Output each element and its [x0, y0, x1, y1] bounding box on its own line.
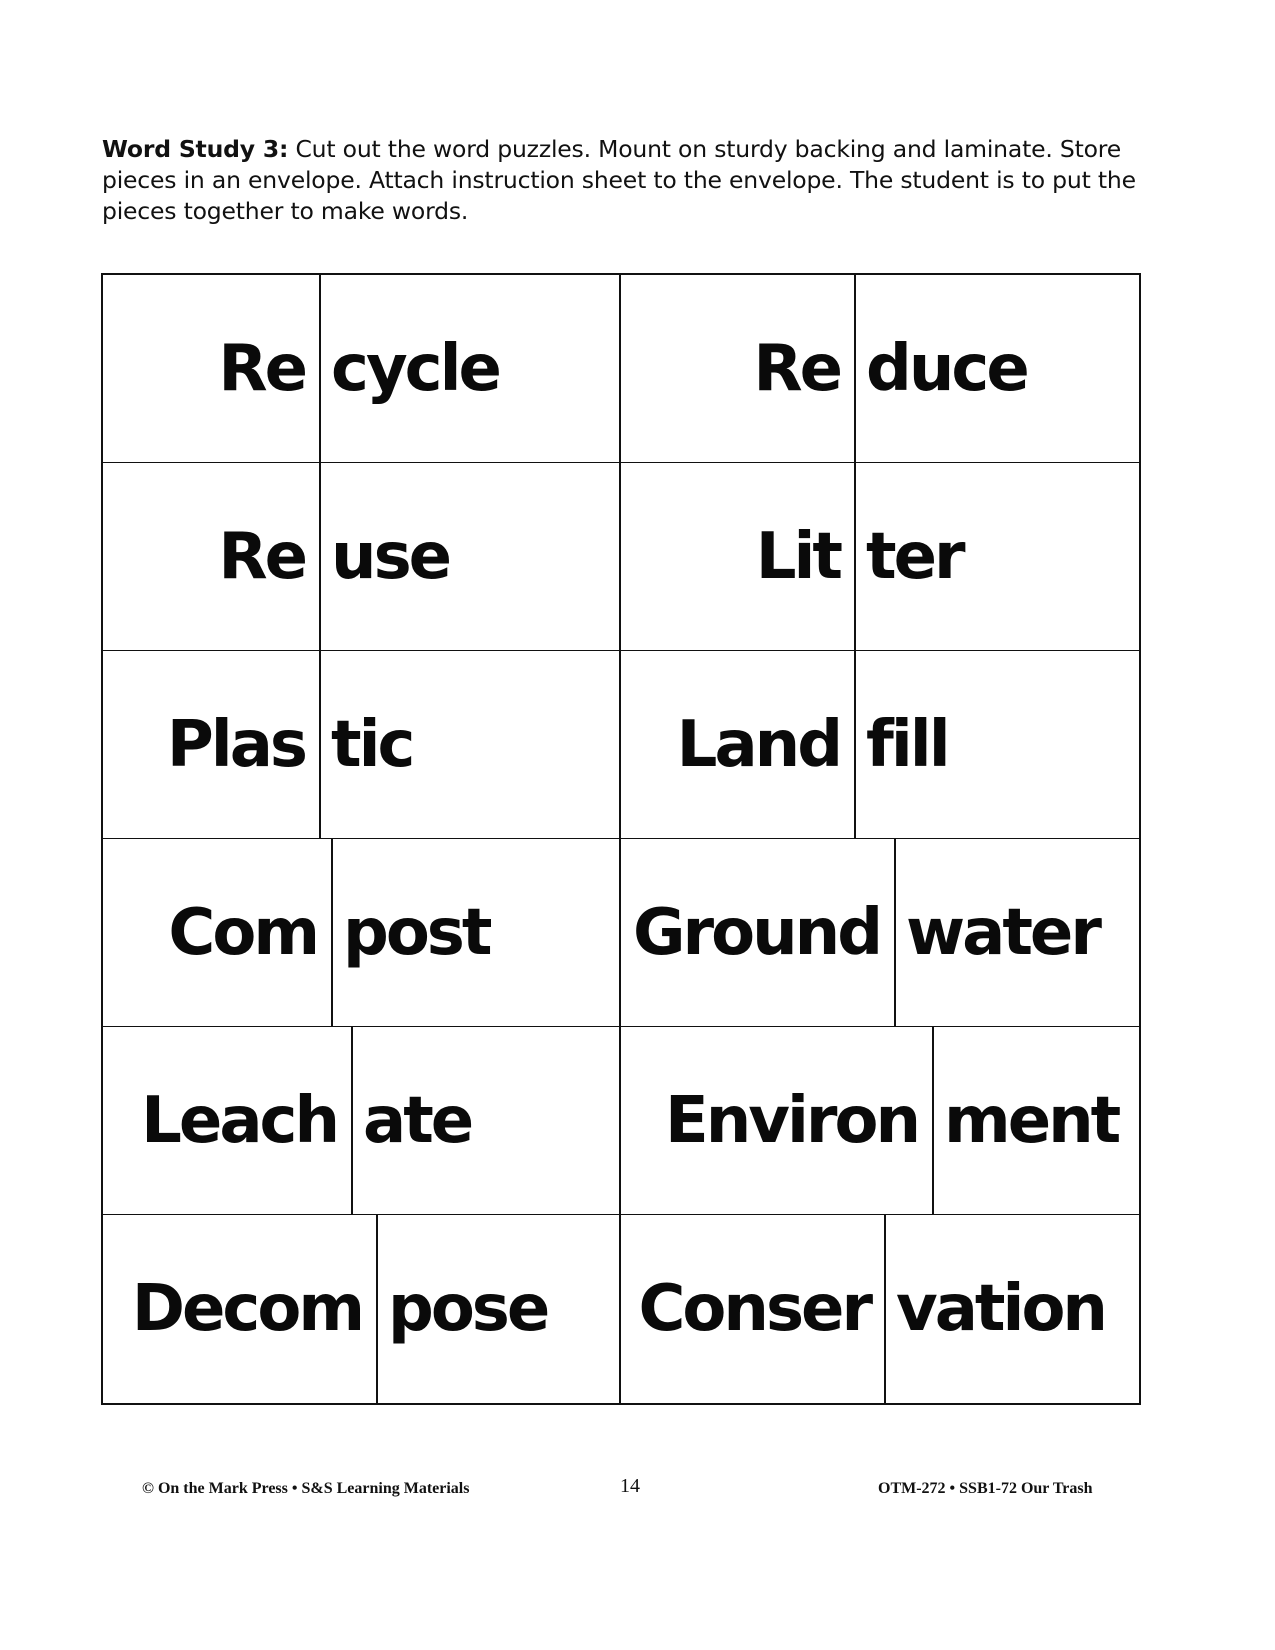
- puzzle-piece-second: cycle: [331, 331, 499, 406]
- puzzle-cell: [103, 839, 621, 1027]
- puzzle-piece-second: duce: [866, 331, 1027, 406]
- puzzle-cell: [621, 839, 1139, 1027]
- puzzle-piece-second: water: [906, 895, 1099, 970]
- puzzle-piece-first: Conser: [621, 1215, 886, 1403]
- puzzle-piece-first: Com: [103, 839, 333, 1026]
- puzzle-piece-first: Plas: [103, 651, 321, 838]
- puzzle-piece-second: fill: [866, 707, 948, 782]
- puzzle-cell: [621, 1215, 1139, 1403]
- puzzle-piece-first: Re: [103, 275, 321, 462]
- puzzle-piece-second: pose: [388, 1272, 548, 1346]
- puzzle-piece-first: Environ: [621, 1027, 934, 1214]
- puzzle-piece-second: ter: [866, 519, 963, 594]
- puzzle-piece-second: tic: [331, 707, 413, 782]
- puzzle-piece-first: Lit: [621, 463, 856, 650]
- instructions: [102, 134, 1152, 227]
- puzzle-piece-first: Land: [621, 651, 856, 838]
- puzzle-cell: [621, 275, 1139, 463]
- puzzle-piece-second: ment: [944, 1083, 1119, 1158]
- puzzle-cell: [103, 463, 621, 651]
- puzzle-piece-first: Ground: [621, 839, 896, 1026]
- puzzle-piece-second: use: [331, 519, 450, 594]
- page-number: 14: [620, 1475, 640, 1497]
- puzzle-piece-second: post: [343, 895, 490, 970]
- puzzle-cell: [103, 275, 621, 463]
- puzzle-piece-second: vation: [896, 1272, 1105, 1346]
- puzzle-piece-first: Leach: [103, 1027, 353, 1214]
- copyright-text: © On the Mark Press • S&S Learning Materials: [142, 1480, 470, 1497]
- product-code: OTM-272 • SSB1-72 Our Trash: [878, 1480, 1093, 1497]
- puzzle-cell: [103, 1027, 621, 1215]
- puzzle-piece-first: Re: [103, 463, 321, 650]
- puzzle-cell: [621, 651, 1139, 839]
- puzzle-piece-first: Re: [621, 275, 856, 462]
- instructions-lead: Word Study 3:: [102, 135, 289, 163]
- puzzle-piece-first: Decom: [103, 1215, 378, 1403]
- word-puzzle-grid: [101, 273, 1141, 1405]
- puzzle-cell: [103, 1215, 621, 1403]
- puzzle-cell: [621, 1027, 1139, 1215]
- puzzle-cell: [621, 463, 1139, 651]
- puzzle-piece-second: ate: [363, 1083, 472, 1158]
- puzzle-cell: [103, 651, 621, 839]
- instructions-text: Cut out the word puzzles. Mount on sturdy backing and laminate. Store pieces in an envelope. Attach instruction sheet to the envelope. The student is to put the pieces together to make words.: [102, 135, 1136, 225]
